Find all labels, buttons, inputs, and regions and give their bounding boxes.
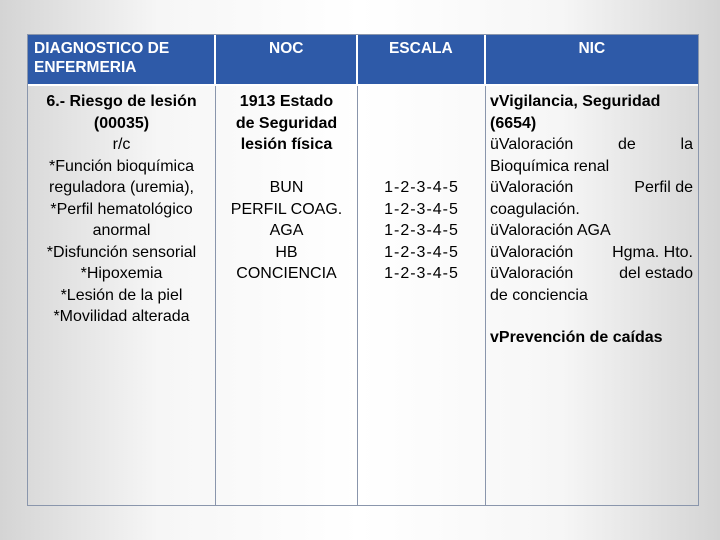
nic-item-conciencia <box>490 263 693 285</box>
nic-item-coagulacion-a <box>490 177 573 199</box>
noc-indicator: HB <box>275 243 298 261</box>
diagnostico-item: *Función bioquímica <box>49 157 194 175</box>
nic-item-conciencia-line2: de conciencia <box>490 286 588 304</box>
nic-item-text: Valoración <box>498 265 574 282</box>
diagnostico-rc: r/c <box>112 136 131 153</box>
nic-item-bioquimica-a <box>490 134 573 156</box>
nic-item-bioquimica <box>490 134 693 156</box>
noc-indicator: AGA <box>269 222 304 239</box>
diagnostico-item: anormal <box>92 222 151 239</box>
care-plan-table <box>27 34 699 506</box>
escala-value: 1-2-3-4-5 <box>384 243 459 261</box>
nic-item-hgma-a <box>490 242 573 264</box>
header-divider <box>28 84 698 86</box>
header-diagnostico-line1: DIAGNOSTICO DE <box>34 40 170 57</box>
nic-item-coagulacion <box>490 177 693 199</box>
nic-section-prevencion-label: Prevención de caídas <box>498 329 663 346</box>
diagnostico-title: 6.- Riesgo de lesión <box>46 93 197 110</box>
nic-item-bioquimica-line2: Bioquímica renal <box>490 157 610 175</box>
diagnostico-item: *Hipoxemia <box>80 265 163 282</box>
nic-item-text: Valoración <box>498 179 574 196</box>
noc-title-line1: 1913 Estado <box>239 93 334 110</box>
nic-item-aga <box>490 220 693 242</box>
nic-item-text: de <box>618 136 636 153</box>
noc-cell <box>216 91 357 285</box>
diamond-bullet-icon: v <box>490 93 499 110</box>
escala-value: 1-2-3-4-5 <box>384 179 459 196</box>
nic-section-vigilancia-label: Vigilancia, Seguridad <box>498 93 661 110</box>
nic-item-conciencia-a <box>490 263 573 285</box>
diagnostico-cell <box>28 91 215 328</box>
noc-title-line2: de Seguridad <box>235 114 338 132</box>
nic-item-hgma <box>490 242 693 264</box>
escala-value: 1-2-3-4-5 <box>384 222 459 239</box>
diagnostico-code: (00035) <box>93 114 150 132</box>
nic-item-text: la <box>680 136 693 153</box>
check-bullet-icon: ü <box>490 243 499 261</box>
header-escala: ESCALA <box>356 35 484 84</box>
check-bullet-icon: ü <box>490 136 499 153</box>
nic-cell <box>490 91 693 349</box>
noc-spacer <box>216 156 357 178</box>
nic-item-text: Perfil de <box>634 179 693 196</box>
diagnostico-item: *Movilidad alterada <box>53 308 190 325</box>
nic-spacer <box>490 306 693 327</box>
check-bullet-icon: ü <box>490 222 499 239</box>
diagnostico-item: *Perfil hematológico <box>50 200 193 218</box>
header-diagnostico <box>28 35 214 84</box>
noc-indicator: BUN <box>269 179 304 196</box>
noc-title-line3: lesión física <box>240 136 333 153</box>
escala-value: 1-2-3-4-5 <box>384 265 459 282</box>
header-diagnostico-line2: ENFERMERIA <box>34 59 137 76</box>
nic-item-text: Valoración <box>498 136 574 153</box>
escala-cell <box>358 177 485 285</box>
diagnostico-item: *Disfunción sensorial <box>46 243 197 261</box>
diamond-bullet-icon: v <box>490 329 499 346</box>
nic-item-text: del estado <box>619 265 693 282</box>
column-divider-3 <box>485 86 486 505</box>
noc-indicator: CONCIENCIA <box>236 265 337 282</box>
header-noc: NOC <box>214 35 356 84</box>
diagnostico-item: *Lesión de la piel <box>60 286 183 304</box>
nic-item-text: Hgma. Hto. <box>612 243 693 261</box>
nic-section-code: (6654) <box>490 114 537 132</box>
nic-section-prevencion <box>490 327 693 349</box>
table-header-row <box>28 35 698 84</box>
diagnostico-item: reguladora (uremia), <box>49 179 194 196</box>
header-nic: NIC <box>484 35 698 84</box>
nic-section-vigilancia <box>490 91 693 113</box>
check-bullet-icon: ü <box>490 179 499 196</box>
check-bullet-icon: ü <box>490 265 499 282</box>
column-divider-2 <box>357 86 358 505</box>
noc-indicator: PERFIL COAG. <box>230 200 343 218</box>
nic-item-text: Valoración <box>498 243 574 261</box>
nic-item-text: Valoración AGA <box>498 222 611 239</box>
escala-value: 1-2-3-4-5 <box>384 200 459 218</box>
nic-item-coagulacion-line2: coagulación. <box>490 200 580 218</box>
